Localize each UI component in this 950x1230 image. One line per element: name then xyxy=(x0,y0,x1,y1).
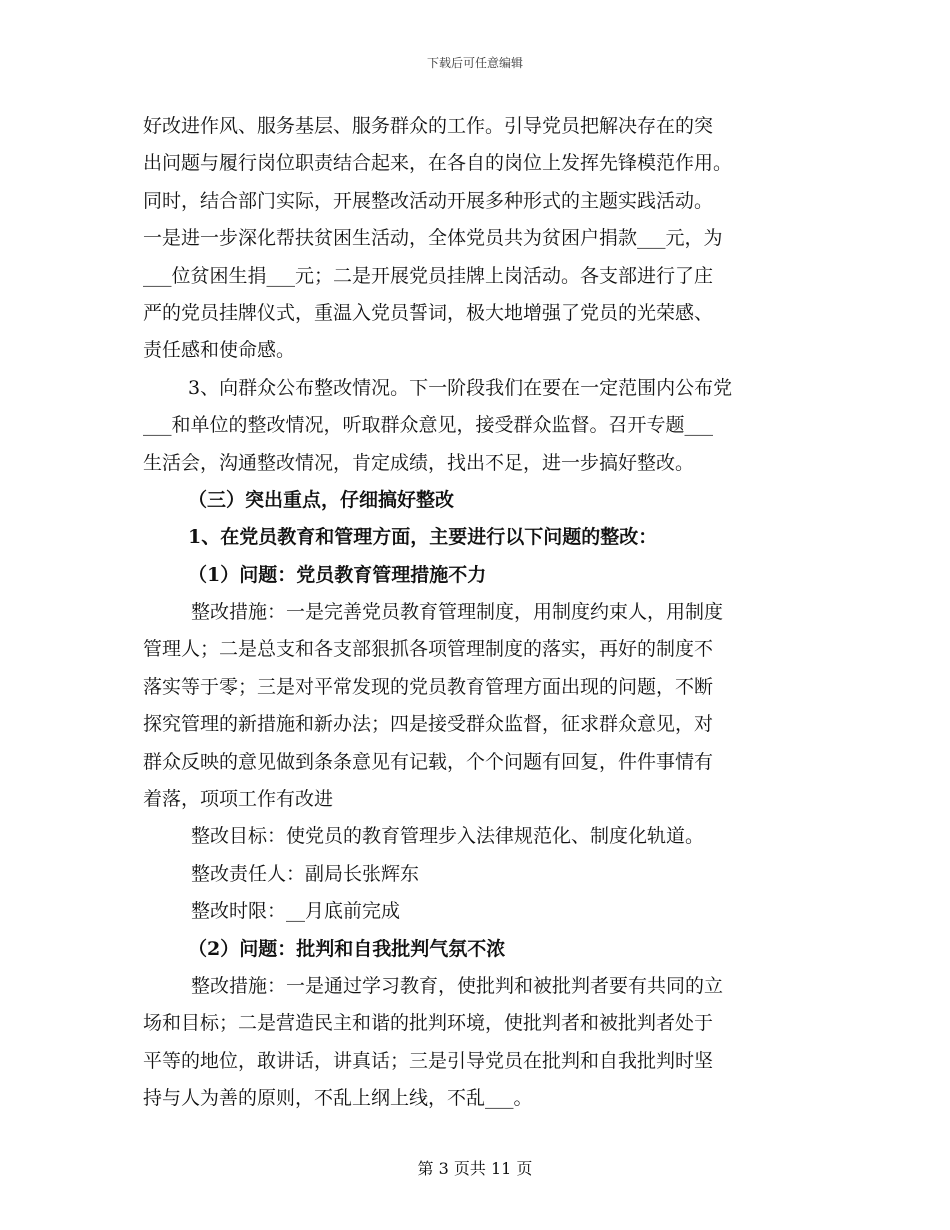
text-line: 好改进作风、服务基层、服务群众的工作。引导党员把解决存在的突 xyxy=(143,115,714,137)
text-line: 一是进一步深化帮扶贫困生活动，全体党员共为贫困户捐款___元，为 xyxy=(143,227,723,250)
issue-heading: （1）问题：党员教育管理措施不力 xyxy=(188,563,487,586)
text-line: 探究管理的新措施和新办法；四是接受群众监督，征求群众意见，对 xyxy=(143,713,714,736)
text-line: 管理人；二是总支和各支部狠抓各项管理制度的落实，再好的制度不 xyxy=(143,638,714,661)
paragraph-start-line: 3、向群众公布整改情况。下一阶段我们在要在一定范围内公布党 xyxy=(188,376,733,399)
page-number: 第 3 页共 11 页 xyxy=(417,1159,533,1178)
issue-heading: （2）问题：批判和自我批判气氛不浓 xyxy=(188,937,506,960)
text-line: 出问题与履行岗位职责结合起来，在各自的岗位上发挥先锋模范作用。 xyxy=(143,152,733,175)
subsection-heading: 1、在党员教育和管理方面，主要进行以下问题的整改： xyxy=(188,526,658,549)
text-line: 严的党员挂牌仪式，重温入党员誓词，极大地增强了党员的光荣感、 xyxy=(143,301,714,324)
text-line: 责任感和使命感。 xyxy=(143,339,296,362)
rectification-goal: 整改目标：使党员的教育管理步入法律规范化、制度化轨道。 xyxy=(191,825,705,848)
responsible-person: 整改责任人：副局长张辉东 xyxy=(191,862,420,885)
text-line: 同时，结合部门实际，开展整改活动开展多种形式的主题实践活动。 xyxy=(143,189,714,212)
text-line: 着落，项项工作有改进 xyxy=(143,788,334,811)
document-body xyxy=(143,108,808,1118)
page-header: 下载后可任意编辑 xyxy=(426,56,523,70)
text-line: 生活会，沟通整改情况，肯定成绩，找出不足，进一步搞好整改。 xyxy=(143,451,695,474)
text-line: 持与人为善的原则，不乱上纲上线，不乱___。 xyxy=(143,1087,533,1110)
paragraph-start-line: 整改措施：一是完善党员教育管理制度，用制度约束人，用制度 xyxy=(191,601,724,624)
section-heading: （三）突出重点，仔细搞好整改 xyxy=(188,488,455,511)
text-line: ___位贫困生捐___元；二是开展党员挂牌上岗活动。各支部进行了庄 xyxy=(143,264,714,287)
time-limit: 整改时限：__月底前完成 xyxy=(191,900,401,923)
text-line: ___和单位的整改情况，听取群众意见，接受群众监督。召开专题___ xyxy=(143,414,714,437)
text-line: 平等的地位，敢讲话，讲真话；三是引导党员在批判和自我批判时坚 xyxy=(143,1049,714,1072)
text-line: 群众反映的意见做到条条意见有记载，个个问题有回复，件件事情有 xyxy=(143,750,714,773)
paragraph-start-line: 整改措施：一是通过学习教育，使批判和被批判者要有共同的立 xyxy=(191,974,724,997)
text-line: 落实等于零；三是对平常发现的党员教育管理方面出现的问题，不断 xyxy=(143,675,714,698)
text-line: 场和目标；二是营造民主和谐的批判环境，使批判者和被批判者处于 xyxy=(143,1012,714,1035)
